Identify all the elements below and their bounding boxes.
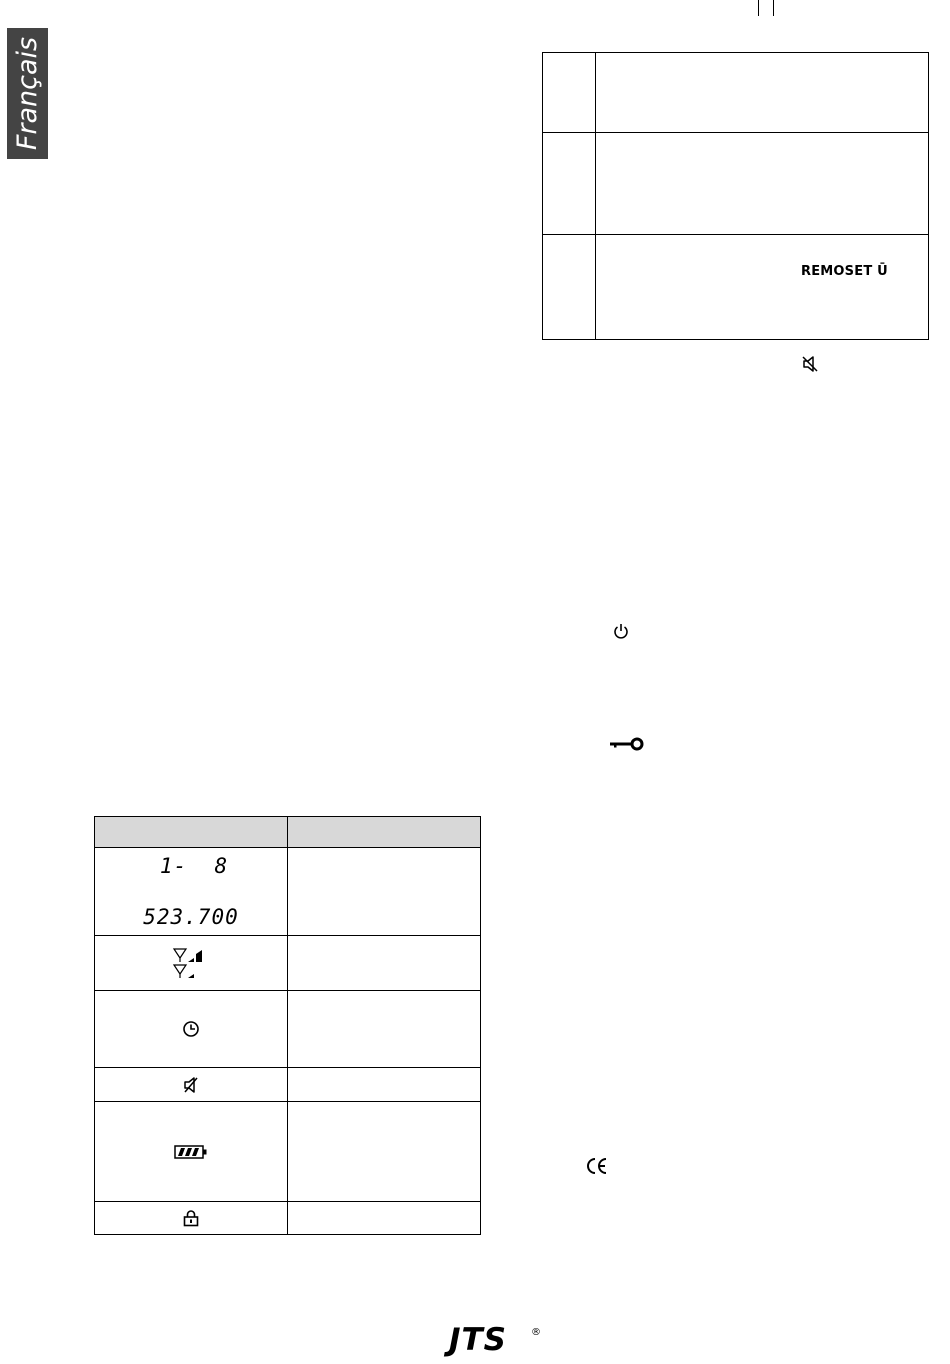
speaker-mute-icon — [801, 355, 819, 373]
table-cell — [543, 235, 596, 340]
table-row — [95, 1202, 481, 1235]
table-row — [95, 991, 481, 1068]
antenna-signal-icon — [171, 946, 211, 980]
brand-logo: JTS — [449, 1322, 508, 1358]
channel-readout: 1- 8 — [159, 853, 229, 878]
table-cell — [288, 1068, 481, 1102]
table-cell — [596, 53, 929, 133]
table-cell — [288, 991, 481, 1068]
registered-mark: ® — [531, 1327, 541, 1338]
table-cell — [596, 235, 929, 340]
table-row — [543, 53, 929, 133]
table-row — [543, 235, 929, 340]
ce-mark-icon — [585, 1157, 609, 1175]
battery-icon — [174, 1145, 208, 1159]
column-header — [95, 817, 288, 848]
table-row — [95, 936, 481, 991]
frequency-readout: 523.700 — [143, 904, 239, 929]
table-cell — [543, 133, 596, 235]
segment-display-icon — [95, 848, 288, 936]
speaker-mute-icon — [182, 1076, 200, 1094]
table-cell — [288, 936, 481, 991]
language-label: Français — [12, 36, 43, 151]
table-cell — [288, 848, 481, 936]
table-row — [95, 1102, 481, 1202]
crop-mark — [773, 0, 774, 16]
key-icon — [609, 736, 645, 752]
table-row — [543, 133, 929, 235]
table-row — [95, 1068, 481, 1102]
table-row — [95, 848, 481, 936]
power-icon — [612, 622, 630, 640]
remoset-label: REMOSET Ū — [801, 264, 888, 279]
column-header — [288, 817, 481, 848]
table-cell — [543, 53, 596, 133]
table-header-row — [95, 817, 481, 848]
crop-mark — [758, 0, 759, 16]
clock-icon — [182, 1020, 200, 1038]
table-cell — [596, 133, 929, 235]
lock-icon — [182, 1209, 200, 1227]
table-cell — [288, 1102, 481, 1202]
language-tab — [7, 28, 48, 159]
table-cell — [288, 1202, 481, 1235]
mode-table — [542, 52, 929, 340]
display-symbols-table — [94, 816, 481, 1235]
